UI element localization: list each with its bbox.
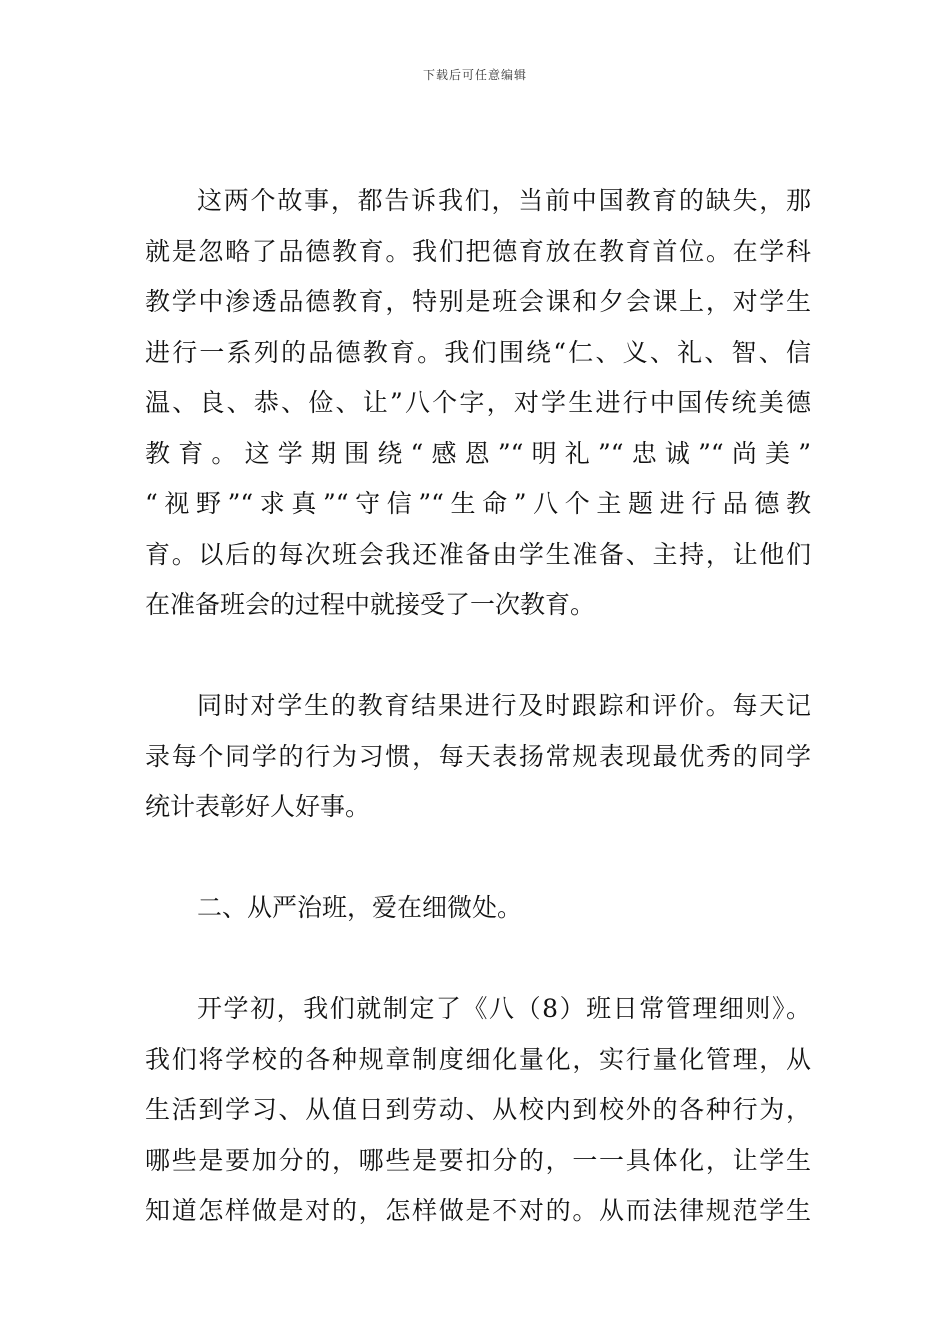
text-line: 就是忽略了品德教育。我们把德育放在教育首位。在学科 <box>145 236 811 266</box>
text-line: 统计表彰好人好事。 <box>145 792 371 821</box>
text-line: 教育。这学期围绕“感恩”“明礼”“忠诚”“尚美” <box>145 438 811 468</box>
text-line: 知道怎样做是对的，怎样做是不对的。从而法律规范学生 <box>145 1196 811 1225</box>
text-line: 录每个同学的行为习惯，每天表扬常规表现最优秀的同学 <box>145 741 811 771</box>
body-text <box>145 176 811 1237</box>
text-line: 同时对学生的教育结果进行及时跟踪和评价。每天记 <box>197 691 811 720</box>
text-line: 温、良、恭、俭、让”八个字，对学生进行中国传统美德 <box>145 388 811 417</box>
text-line: 我们将学校的各种规章制度细化量化，实行量化管理，从 <box>145 1044 811 1074</box>
text-line: 在准备班会的过程中就接受了一次教育。 <box>145 590 596 619</box>
paragraph-gap <box>145 631 811 682</box>
paragraph-2 <box>145 681 811 833</box>
paragraph-1 <box>145 176 811 631</box>
text-line: 开学初，我们就制定了《八（8）班日常管理细则》。 <box>197 994 811 1023</box>
text-line: 育。以后的每次班会我还准备由学生准备、主持，让他们 <box>145 539 811 569</box>
header-note: 下载后可任意编辑 <box>422 68 527 82</box>
text-line: 进行一系列的品德教育。我们围绕“仁、义、礼、智、信 <box>145 337 811 367</box>
text-line: “视野”“求真”“守信”“生命”八个主题进行品德教 <box>145 489 811 518</box>
text-line: 生活到学习、从值日到劳动、从校内到校外的各种行为， <box>145 1095 811 1124</box>
heading-line: 二、从严治班，爱在细微处。 <box>197 893 523 922</box>
text-line: 哪些是要加分的，哪些是要扣分的，一一具体化，让学生 <box>145 1145 811 1175</box>
paragraph-3 <box>145 984 811 1237</box>
paragraph-gap <box>145 833 811 884</box>
text-line: 这两个故事，都告诉我们，当前中国教育的缺失，那 <box>197 186 811 215</box>
text-line: 教学中渗透品德教育，特别是班会课和夕会课上，对学生 <box>145 287 811 316</box>
section-heading <box>145 883 811 934</box>
paragraph-gap <box>145 934 811 985</box>
